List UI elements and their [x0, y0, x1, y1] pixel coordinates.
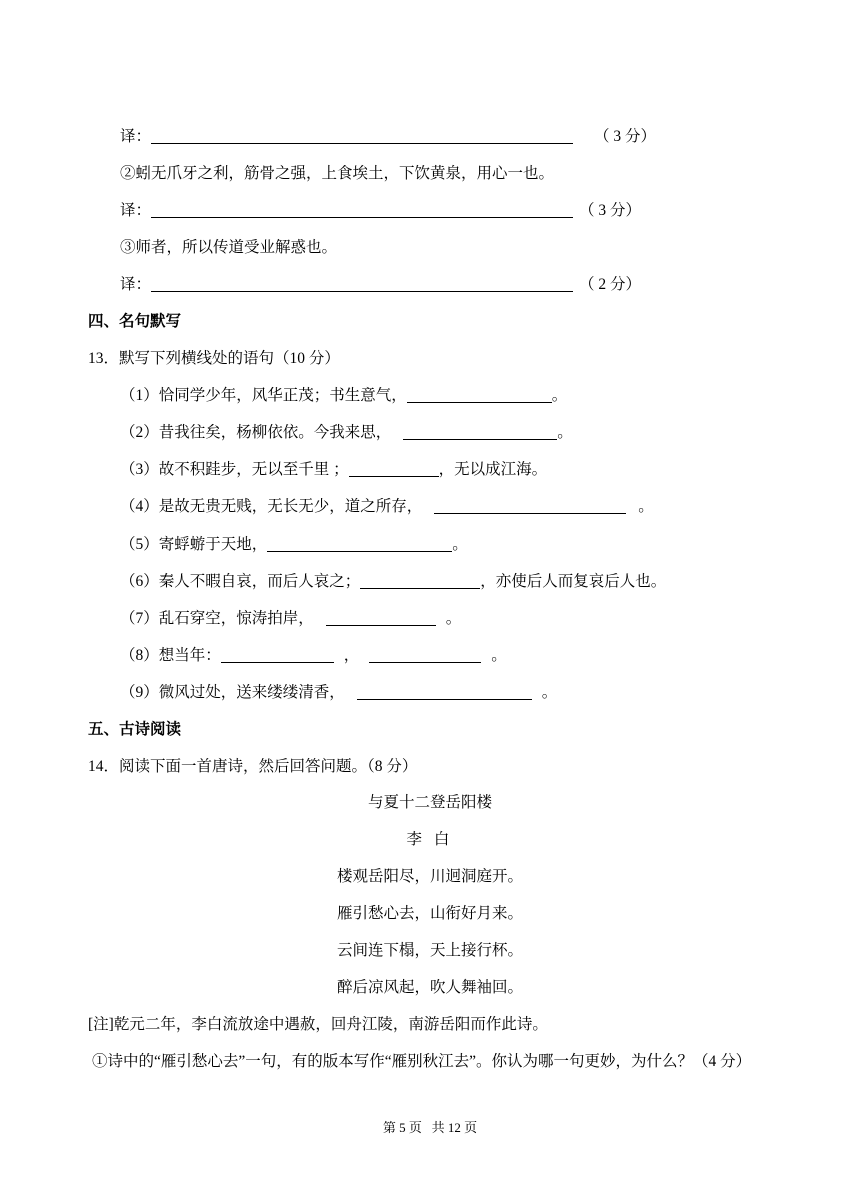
- score-label: （ 2 分）: [579, 276, 642, 293]
- fill-item-4: [120, 496, 654, 518]
- fill-item-2: [120, 422, 573, 444]
- answer-blank: [360, 573, 480, 589]
- item-text: 。: [557, 424, 573, 441]
- item-text: 微风过处，送来缕缕清香，: [158, 684, 345, 701]
- answer-blank: [349, 461, 439, 477]
- item-number: （8）: [120, 647, 159, 664]
- poem-line: 醉后凉风起，吹人舞袖回。: [336, 979, 523, 996]
- item-number: （9）: [120, 684, 159, 701]
- translate-label: 译：: [120, 276, 152, 293]
- question-14: 14．阅读下面一首唐诗，然后回答问题。（8 分）: [88, 758, 418, 775]
- fill-item-1: [120, 385, 567, 407]
- item-text: 昔我往矣，杨柳依依。今我来思，: [158, 424, 392, 441]
- translation-line-2: [120, 200, 641, 222]
- sub-question-1: ①诗中的“雁引愁心去”一句，有的版本写作“雁别秋江去”。你认为哪一句更妙，为什么？（4 分）: [92, 1053, 752, 1070]
- answer-blank: [267, 536, 452, 552]
- item-text: 。: [452, 536, 468, 553]
- poem-line: 楼观岳阳尽，川迥洞庭开。: [336, 868, 523, 885]
- answer-blank: [407, 387, 552, 403]
- item-text: 乱石穿空，惊涛拍岸，: [158, 610, 314, 627]
- fill-item-7: [120, 608, 461, 630]
- item-number: （7）: [120, 610, 159, 627]
- item-text: 。: [491, 647, 507, 664]
- page-footer: 第 5 页 共 12 页: [382, 1120, 478, 1135]
- item-text: 。: [638, 498, 654, 515]
- answer-blank: [357, 684, 532, 700]
- poem-note: [注]乾元二年，李白流放途中遇赦，回舟江陵，南游岳阳而作此诗。: [88, 1016, 548, 1033]
- classical-sentence-3: ③师者，所以传道受业解惑也。: [120, 239, 338, 256]
- item-number: （6）: [120, 573, 159, 590]
- poem-line: 雁引愁心去，山衔好月来。: [336, 905, 523, 922]
- fill-item-6: [120, 571, 666, 593]
- item-text: 想当年：: [158, 647, 221, 664]
- item-number: （3）: [120, 461, 159, 478]
- poem-author: 李 白: [406, 831, 454, 848]
- item-number: （4）: [120, 498, 159, 515]
- translate-label: 译：: [120, 202, 152, 219]
- fill-item-8: [120, 645, 507, 667]
- item-text: ，无以成江海。: [438, 461, 548, 478]
- fill-item-5: [120, 534, 468, 556]
- translation-line-3: [120, 274, 641, 296]
- item-text: 。: [541, 684, 558, 701]
- answer-blank: [326, 610, 436, 626]
- translate-label: 译：: [120, 128, 152, 145]
- question-13: 13．默写下列横线处的语句（10 分）: [88, 350, 340, 367]
- item-text: 故不积跬步，无以至千里 ；: [158, 461, 349, 478]
- score-label: （ 3 分）: [594, 128, 657, 145]
- translation-line-1: [120, 126, 656, 148]
- item-text: ，: [343, 647, 360, 664]
- item-text: 。: [445, 610, 462, 627]
- item-text: 。: [551, 387, 568, 404]
- poem-line: 云间连下榻，天上接行杯。: [336, 942, 523, 959]
- answer-blank: [403, 424, 557, 440]
- answer-blank: [434, 498, 626, 514]
- fill-item-3: [120, 459, 547, 481]
- item-text: 寄蜉蝣于天地，: [158, 536, 268, 553]
- section-4-heading: 四、名句默写: [88, 313, 182, 330]
- item-text: 是故无贵无贱，无长无少，道之所存，: [158, 498, 423, 515]
- item-text: 恰同学少年，风华正茂；书生意气，: [158, 387, 407, 404]
- answer-blank: [221, 647, 334, 663]
- fill-item-9: [120, 682, 557, 704]
- item-number: （2）: [120, 424, 159, 441]
- score-label: （ 3 分）: [579, 202, 642, 219]
- poem-title: 与夏十二登岳阳楼: [367, 794, 492, 811]
- answer-blank: [151, 128, 573, 144]
- classical-sentence-2: ②蚓无爪牙之利，筋骨之强，上食埃土，下饮黄泉，用心一也。: [120, 165, 555, 182]
- item-number: （5）: [120, 536, 159, 553]
- item-text: 秦人不暇自哀，而后人哀之；: [158, 573, 361, 590]
- item-text: ，亦使后人而复哀后人也。: [480, 573, 667, 590]
- item-number: （1）: [120, 387, 159, 404]
- section-5-heading: 五、古诗阅读: [88, 721, 182, 738]
- answer-blank: [369, 647, 481, 663]
- answer-blank: [151, 202, 573, 218]
- answer-blank: [151, 276, 573, 292]
